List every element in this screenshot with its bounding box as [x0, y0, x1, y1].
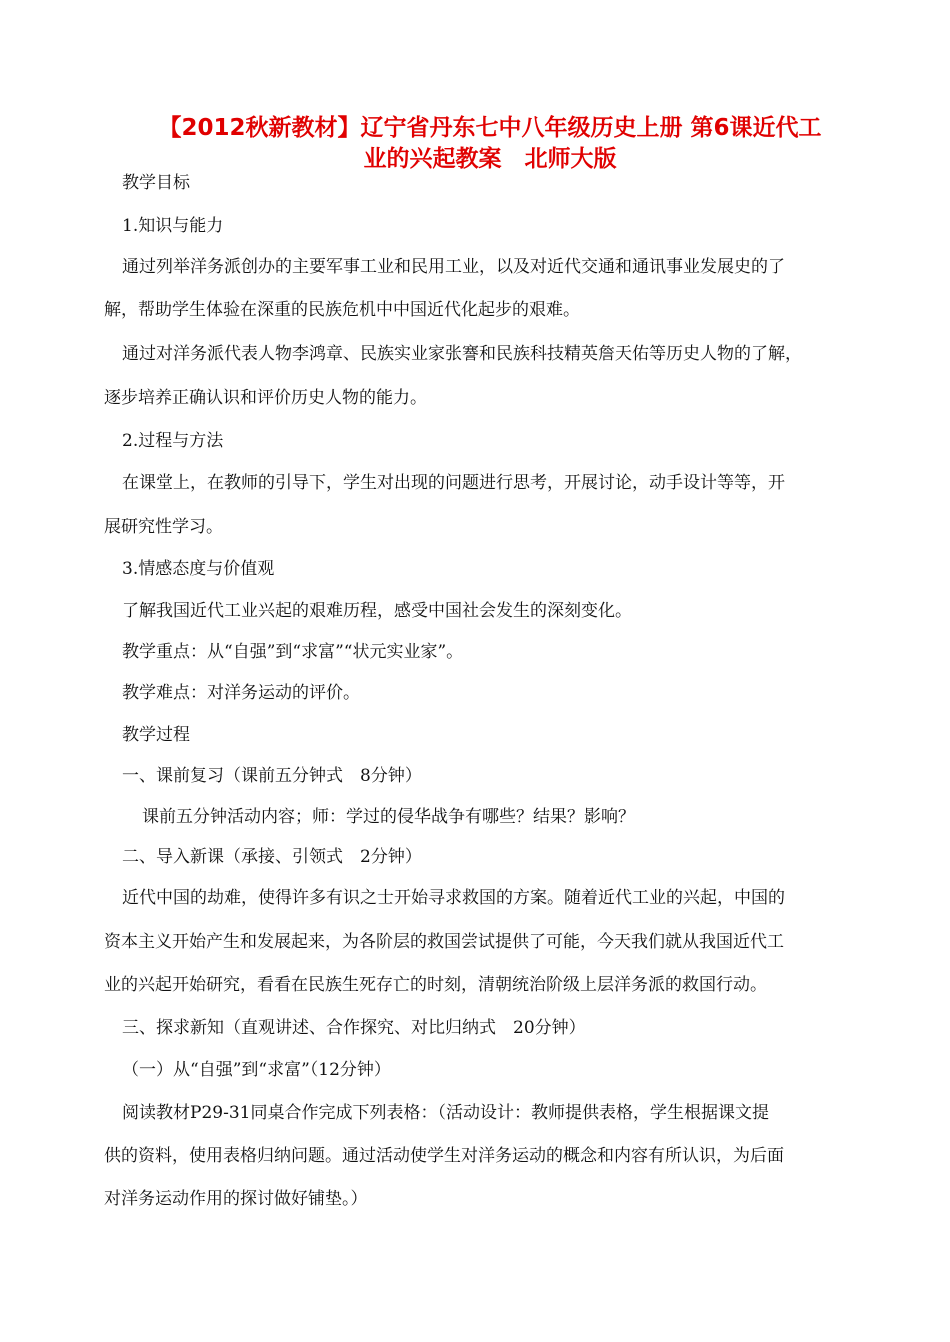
section-new-knowledge: 三、探求新知（直观讲述、合作探究、对比归纳式 20分钟） [122, 1018, 586, 1038]
document-title-line-2: 业的兴起教案 北师大版 [363, 146, 617, 172]
heading-teaching-process: 教学过程 [122, 725, 190, 745]
document-title-line-1: 【2012秋新教材】辽宁省丹东七中八年级历史上册 第6课近代工 [158, 115, 822, 141]
subsection-self-strengthening: （一）从“自强”到“求富”（12分钟） [122, 1060, 391, 1080]
paragraph-line: 供的资料，使用表格归纳问题。通过活动使学生对洋务运动的概念和内容有所认识，为后面 [104, 1146, 784, 1166]
paragraph-line: 在课堂上，在教师的引导下，学生对出现的问题进行思考，开展讨论，动手设计等等，开 [122, 473, 785, 493]
subheading-process: 2.过程与方法 [122, 431, 224, 451]
paragraph-line: 展研究性学习。 [104, 517, 223, 537]
paragraph-line: 对洋务运动作用的探讨做好铺垫。） [104, 1189, 368, 1209]
paragraph-line: 逐步培养正确认识和评价历史人物的能力。 [104, 388, 427, 408]
teaching-key-point: 教学重点：从“自强”到“求富”“状元实业家”。 [122, 642, 464, 662]
section-review: 一、课前复习（课前五分钟式 8分钟） [122, 766, 422, 786]
subheading-knowledge: 1.知识与能力 [122, 216, 224, 236]
paragraph-line: 了解我国近代工业兴起的艰难历程，感受中国社会发生的深刻变化。 [122, 601, 632, 621]
paragraph-line: 近代中国的劫难，使得许多有识之士开始寻求救国的方案。随着近代工业的兴起，中国的 [122, 888, 785, 908]
paragraph-line: 通过列举洋务派创办的主要军事工业和民用工业，以及对近代交通和通讯事业发展史的了 [122, 257, 785, 277]
section-introduction: 二、导入新课（承接、引领式 2分钟） [122, 847, 422, 867]
paragraph-line: 通过对洋务派代表人物李鸿章、民族实业家张謇和民族科技精英詹天佑等历史人物的了解， [122, 344, 802, 364]
teaching-difficulty: 教学难点：对洋务运动的评价。 [122, 683, 360, 703]
paragraph-line: 资本主义开始产生和发展起来，为各阶层的救国尝试提供了可能，今天我们就从我国近代工 [104, 932, 784, 952]
paragraph-line: 阅读教材P29-31同桌合作完成下列表格：（活动设计：教师提供表格，学生根据课文提 [122, 1103, 769, 1123]
heading-teaching-objectives: 教学目标 [122, 173, 190, 193]
paragraph-line: 解，帮助学生体验在深重的民族危机中中国近代化起步的艰难。 [104, 300, 580, 320]
paragraph-line: 业的兴起开始研究，看看在民族生死存亡的时刻，清朝统治阶级上层洋务派的救国行动。 [104, 975, 767, 995]
subheading-attitude: 3.情感态度与价值观 [122, 559, 275, 579]
paragraph-line: 课前五分钟活动内容；师：学过的侵华战争有哪些？结果？影响？ [142, 807, 635, 827]
